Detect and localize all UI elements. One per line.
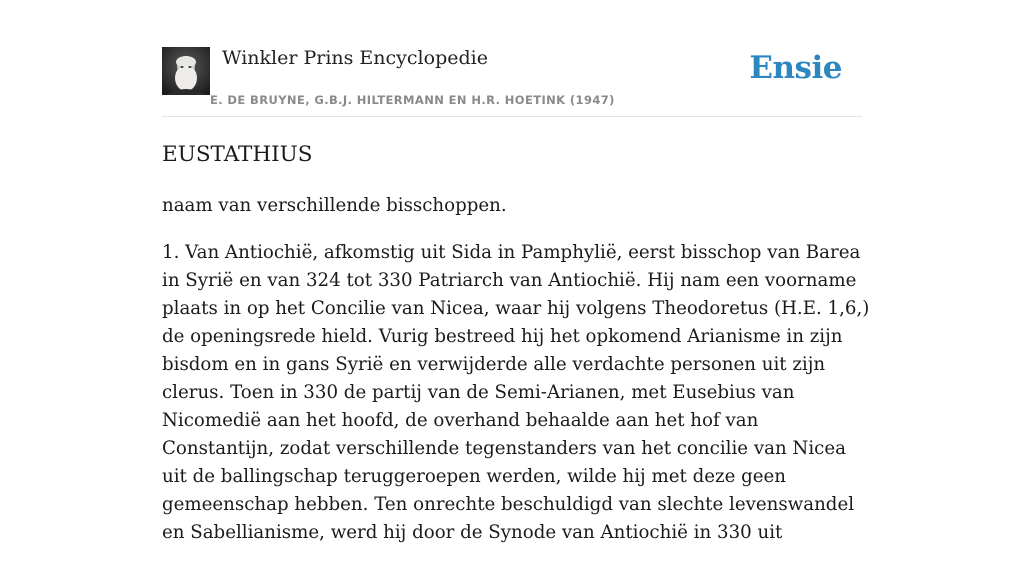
portrait-image	[162, 47, 210, 95]
article-paragraph: naam van verschillende bisschoppen.	[162, 195, 507, 216]
publication-title[interactable]: Winkler Prins Encyclopedie	[222, 47, 488, 69]
article-paragraph: 1. Van Antiochië, afkomstig uit Sida in Pamphylië, eerst bisschop van Barea in Syrië en van 324 tot 330 Patriarch van Antiochië. Hij nam een voorname plaats in op het Concilie van Nicea, waar hij volgens Theodoretus (H.E. 1,6,) de openingsrede hield. Vurig bestreed hij het opkomend Arianisme in zijn bisdom en in gans Syrië en verwijderde alle verdachte personen uit zijn clerus. Toen in 330 de partij van de Semi-Arianen, met Eusebius van Nicomedië aan het hoofd, de overhand behaalde aan het hof van Constantijn, zodat verschillende tegenstanders van het concilie van Nicea uit de ballingschap teruggeroepen werden, wilde hij met deze geen gemeenschap hebben. Ten onrechte beschuldigd van slechte levenswandel en Sabellianisme, werd hij door de Synode van Antiochië in 330 uit	[162, 242, 870, 543]
page	[162, 0, 870, 543]
publication-header	[162, 0, 862, 117]
article-body	[162, 192, 872, 566]
article-title: EUSTATHIUS	[162, 142, 313, 167]
publication-authors: E. DE BRUYNE, G.B.J. HILTERMANN EN H.R. HOETINK (1947)	[210, 93, 615, 107]
brand-logo[interactable]: Ensie	[749, 50, 842, 86]
author-avatar[interactable]	[162, 47, 210, 95]
